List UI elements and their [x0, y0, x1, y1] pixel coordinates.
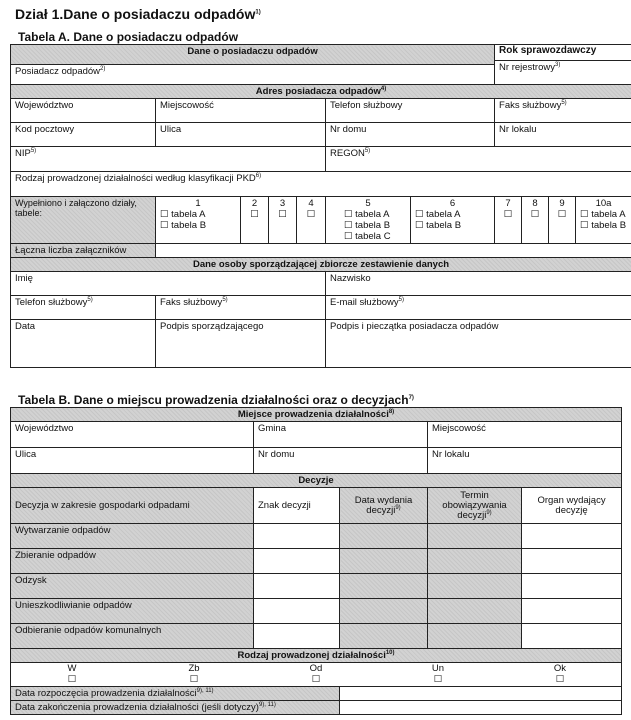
end-date-label: Data zakończenia prowadzenia działalności (jeśli dotyczy)$^{9), 11)}$ [11, 701, 340, 715]
activity-section-header: Rodzaj prowadzonej działalności$^{10)}$ [11, 649, 622, 663]
decision-cell[interactable] [522, 524, 622, 549]
activity-options [11, 663, 622, 687]
place-section-header: Miejsce prowadzenia działalności$^{8)}$ [11, 408, 622, 422]
decision-cell[interactable] [340, 549, 428, 574]
decision-cell[interactable] [428, 599, 522, 624]
house-no-field[interactable]: Nr domu [326, 123, 495, 147]
attachment-9[interactable]: 9 ☐ [549, 197, 576, 244]
last-name-field[interactable]: Nazwisko [326, 272, 631, 296]
attachment-8[interactable]: 8 ☐ [522, 197, 549, 244]
phone-field[interactable]: Telefon służbowy [326, 99, 495, 123]
street-field[interactable]: Ulica [156, 123, 326, 147]
holder-signature-field[interactable]: Podpis i pieczątka posiadacza odpadów [326, 320, 631, 368]
activity-ok-checkbox[interactable]: Ok ☐ [553, 663, 567, 685]
preparer-email-field[interactable]: E-mail służbowy$^{5)}$ [326, 296, 631, 320]
decision-cell[interactable] [522, 599, 622, 624]
decision-scope-header: Decyzja w zakresie gospodarki odpadami [11, 488, 254, 524]
start-date-field[interactable] [340, 687, 622, 701]
preparer-section-header: Dane osoby sporządzającej zbiorcze zestawienie danych [11, 258, 631, 272]
attachment-10a[interactable]: 10a ☐ tabela A ☐ tabela B [576, 197, 631, 244]
decision-row-label: Unieszkodliwianie odpadów [11, 599, 254, 624]
decision-cell[interactable] [254, 524, 340, 549]
table-b-heading: Tabela B. Dane o miejscu prowadzenia działalności oraz o decyzjach$^{7)}$ [18, 393, 414, 407]
table-a-heading: Tabela A. Dane o posiadaczu odpadów [18, 30, 239, 44]
decision-cell[interactable] [254, 624, 340, 649]
regon-field[interactable]: REGON$^{5)}$ [326, 147, 631, 172]
decision-cell[interactable] [340, 624, 428, 649]
first-name-field[interactable]: Imię [11, 272, 326, 296]
address-section-header: Adres posiadacza odpadów$^{4)}$ [11, 85, 631, 99]
activity-zb-checkbox[interactable]: Zb ☐ [188, 663, 200, 685]
attachment-6[interactable]: 6 ☐ tabela A ☐ tabela B [411, 197, 495, 244]
decision-cell[interactable] [522, 624, 622, 649]
b-locality-field[interactable]: Miejscowość [428, 422, 622, 448]
decision-cell[interactable] [428, 549, 522, 574]
decision-cell[interactable] [428, 574, 522, 599]
b-house-no-field[interactable]: Nr domu [254, 448, 428, 474]
commune-field[interactable]: Gmina [254, 422, 428, 448]
start-date-label: Data rozpoczęcia prowadzenia działalności$^{9), 11)}$ [11, 687, 340, 701]
decision-authority-header: Organ wydający decyzję [522, 488, 622, 524]
activity-un-checkbox[interactable]: Un ☐ [431, 663, 445, 685]
date-field[interactable]: Data [11, 320, 156, 368]
attached-label: Wypełniono i załączono działy, tabele: [11, 197, 156, 244]
page-title: Dział 1.Dane o posiadaczu odpadów$^{1)}$ [15, 6, 261, 22]
decision-sign-header: Znak decyzji [254, 488, 340, 524]
attachment-4[interactable]: 4 ☐ [297, 197, 326, 244]
decision-row-label: Odzysk [11, 574, 254, 599]
attachment-2[interactable]: 2 ☐ [241, 197, 269, 244]
attachment-5[interactable]: 5 ☐ tabela A ☐ tabela B ☐ tabela C [326, 197, 411, 244]
end-date-field[interactable] [340, 701, 622, 715]
activity-w-checkbox[interactable]: W ☐ [67, 663, 77, 685]
decision-cell[interactable] [340, 524, 428, 549]
decision-cell[interactable] [254, 549, 340, 574]
preparer-phone-field[interactable]: Telefon służbowy$^{5)}$ [11, 296, 156, 320]
decision-row-label: Odbieranie odpadów komunalnych [11, 624, 254, 649]
postal-code-field[interactable]: Kod pocztowy [11, 123, 156, 147]
attachments-total-label: Łączna liczba załączników [11, 244, 156, 258]
holder-field[interactable]: Posiadacz odpadów$^{2)}$ [11, 65, 495, 85]
attachments-total-field[interactable] [156, 244, 631, 258]
preparer-signature-field[interactable]: Podpis sporządzającego [156, 320, 326, 368]
decision-cell[interactable] [522, 574, 622, 599]
decision-cell[interactable] [522, 549, 622, 574]
decision-cell[interactable] [428, 624, 522, 649]
decision-issue-header: Data wydania decyzji$^{9)}$ [340, 488, 428, 524]
decision-cell[interactable] [428, 524, 522, 549]
b-voivodeship-field[interactable]: Województwo [11, 422, 254, 448]
decision-cell[interactable] [254, 574, 340, 599]
holder-section-header: Dane o posiadaczu odpadów [11, 45, 495, 65]
b-street-field[interactable]: Ulica [11, 448, 254, 474]
preparer-fax-field[interactable]: Faks służbowy$^{5)}$ [156, 296, 326, 320]
pkd-field[interactable]: Rodzaj prowadzonej działalności według klasyfikacji PKD$^{6)}$ [11, 172, 631, 197]
decision-row-label: Wytwarzanie odpadów [11, 524, 254, 549]
decision-cell[interactable] [340, 599, 428, 624]
decision-cell[interactable] [340, 574, 428, 599]
decision-row-label: Zbieranie odpadów [11, 549, 254, 574]
table-a [10, 44, 631, 368]
attachment-3[interactable]: 3 ☐ [269, 197, 297, 244]
decision-cell[interactable] [254, 599, 340, 624]
decision-term-header: Termin obowiązywania decyzji$^{9)}$ [428, 488, 522, 524]
voivodeship-field[interactable]: Województwo [11, 99, 156, 123]
locality-field[interactable]: Miejscowość [156, 99, 326, 123]
premises-no-field[interactable]: Nr lokalu [495, 123, 631, 147]
decisions-section-header: Decyzje [11, 474, 622, 488]
report-year-field[interactable]: Rok sprawozdawczy Nr rejestrowy$^{3)}$ [495, 45, 631, 85]
attachment-1[interactable]: 1 ☐ tabela A ☐ tabela B [156, 197, 241, 244]
fax-field[interactable]: Faks służbowy$^{5)}$ [495, 99, 631, 123]
b-premises-no-field[interactable]: Nr lokalu [428, 448, 622, 474]
table-b [10, 407, 622, 715]
attachment-7[interactable]: 7 ☐ [495, 197, 522, 244]
activity-od-checkbox[interactable]: Od ☐ [309, 663, 323, 685]
nip-field[interactable]: NIP$^{5)}$ [11, 147, 326, 172]
